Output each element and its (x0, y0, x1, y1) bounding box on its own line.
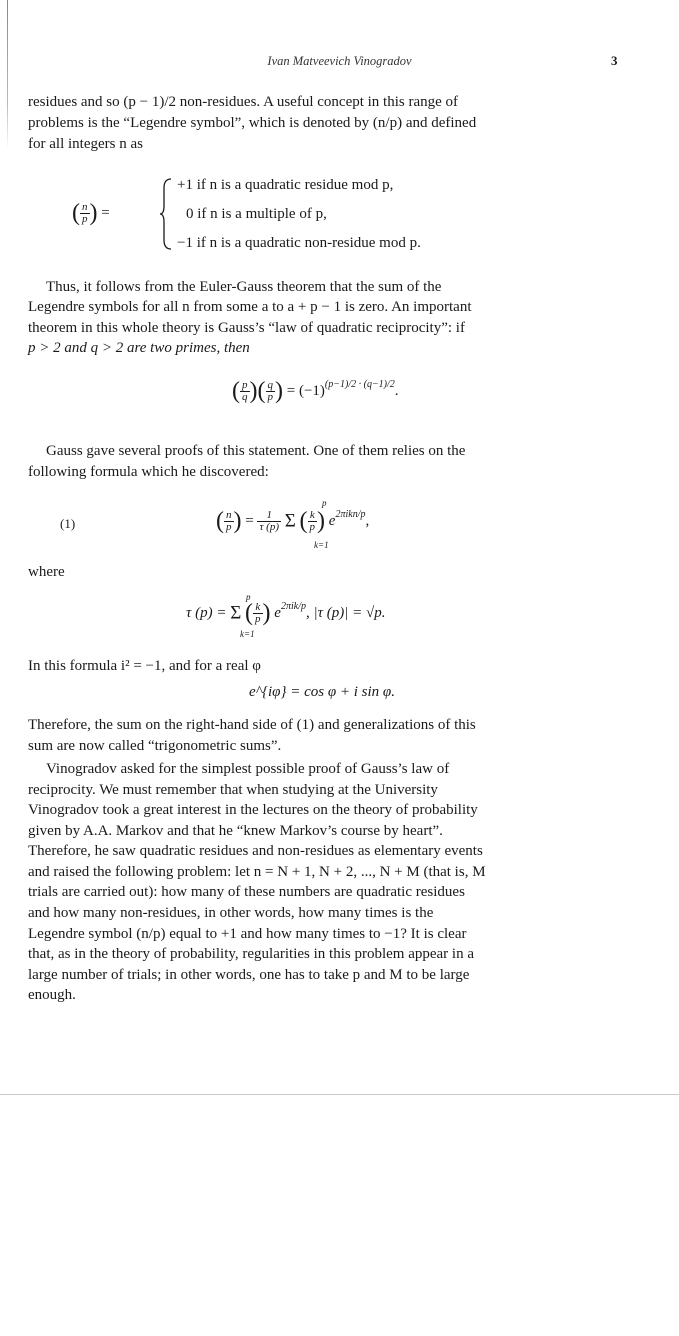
para6-line-4: given by A.A. Markov and that he “knew Markov’s course by heart”. (28, 823, 443, 839)
legendre-symbol-lhs: ( $\frac{n}{p}$ ) = (72, 200, 110, 226)
formula-1-number: (1) (60, 516, 76, 531)
formula-2-abs: , |τ (p)| = √p. (305, 604, 386, 621)
formula-2: τ (p) = Σ ( $\frac{k}{p}$ ) $e^{2\pi ik/p}$, |τ (p)| = √p. (186, 600, 386, 626)
para2-line-4: p > 2 and q > 2 are two primes, then (28, 340, 250, 356)
para5-line-2: sum are now called “trigonometric sums”. (28, 738, 282, 754)
reciprocity-formula: ( $\frac{p}{q}$ )( $\frac{q}{p}$ ) = $(-1)^{(p-1)/2 \cdot (q-1)/2}$. (232, 378, 399, 404)
para6-line-6: and raised the following problem: let n = N + 1, N + 2, ..., N + M (that is, M (28, 864, 486, 880)
para6-line-3: Vinogradov took a great interest in the lectures on the theory of probability (28, 802, 478, 818)
formula-1-denominator: τ (p) (259, 521, 279, 533)
reciprocity-rhs: = (−1) (286, 382, 325, 399)
para6-line-2: reciprocity. We must remember that when studying at the University (28, 782, 438, 798)
para2-line-3: theorem in this whole theory is Gauss’s “law of quadratic reciprocity”: if (28, 320, 465, 336)
formula-1-numerator: 1 (257, 510, 281, 522)
para1-line-3: for all integers n as (28, 136, 143, 152)
euler-formula: e^{iφ} = cos φ + i sin φ. (249, 684, 395, 700)
para6-line-5: Therefore, he saw quadratic residues and non-residues as elementary events (28, 843, 483, 859)
para2-line-1: Thus, it follows from the Euler-Gauss theorem that the sum of the (46, 279, 442, 295)
reciprocity-exponent: (p−1)/2 · (q−1)/2 (324, 378, 395, 390)
para5-line-1: Therefore, the sum on the right-hand side of (1) and generalizations of this (28, 717, 476, 733)
para1-line-2: problems is the “Legendre symbol”, which is denoted by (n/p) and defined (28, 115, 477, 131)
where-label: where (28, 564, 65, 580)
left-brace-icon (160, 178, 172, 250)
para6-line-11: large number of trials; in other words, one has to take p and M to be large (28, 967, 470, 983)
formula-2-exponent: 2πik/p (280, 600, 306, 612)
page-bottom-rule (0, 1094, 679, 1095)
formula-1-exponent: 2πikn/p (335, 508, 366, 520)
para4-line: In this formula i² = −1, and for a real φ (28, 658, 261, 674)
legendre-case-multiple: 0 if n is a multiple of p, (186, 206, 327, 222)
para6-line-12: enough. (28, 987, 76, 1003)
para6-line-1: Vinogradov asked for the simplest possible proof of Gauss’s law of (46, 761, 450, 777)
running-head: Ivan Matveevich Vinogradov (267, 54, 412, 68)
formula-1: ( $\frac{n}{p}$ ) = $\frac{1}{\tau (p)}$ Σ ( $\frac{k}{p}$ ) $e^{2\pi ikn/p}$, (216, 508, 370, 534)
para6-line-7: trials are carried out): how many of these numbers are quadratic residues (28, 884, 465, 900)
legendre-case-residue: +1 if n is a quadratic residue mod p, (177, 177, 394, 193)
para2-line-2: Legendre symbols for all n from some a to a + p − 1 is zero. An important (28, 299, 472, 315)
binding-edge-shadow (7, 0, 8, 150)
para6-line-10: that, as in the theory of probability, regularities in this problem appear in a (28, 946, 474, 962)
formula-2-upper-limit: p (246, 592, 251, 602)
para3-line-2: following formula which he discovered: (28, 464, 269, 480)
para1-line-1: residues and so (p − 1)/2 non-residues. A useful concept in this range of (28, 94, 459, 110)
formula-1-lower-limit: k=1 (314, 540, 329, 550)
page-number: 3 (611, 53, 618, 68)
para3-line-1: Gauss gave several proofs of this statement. One of them relies on the (46, 443, 466, 459)
formula-2-lhs: τ (p) = (186, 604, 227, 621)
para6-line-9: Legendre symbol (n/p) equal to +1 and how many times to −1? It is clear (28, 926, 467, 942)
formula-1-upper-limit: p (322, 498, 327, 508)
formula-2-lower-limit: k=1 (240, 629, 255, 639)
legendre-case-non-residue: −1 if n is a quadratic non-residue mod p. (177, 235, 421, 251)
para6-line-8: and how many non-residues, in other words, how many times is the (28, 905, 434, 921)
